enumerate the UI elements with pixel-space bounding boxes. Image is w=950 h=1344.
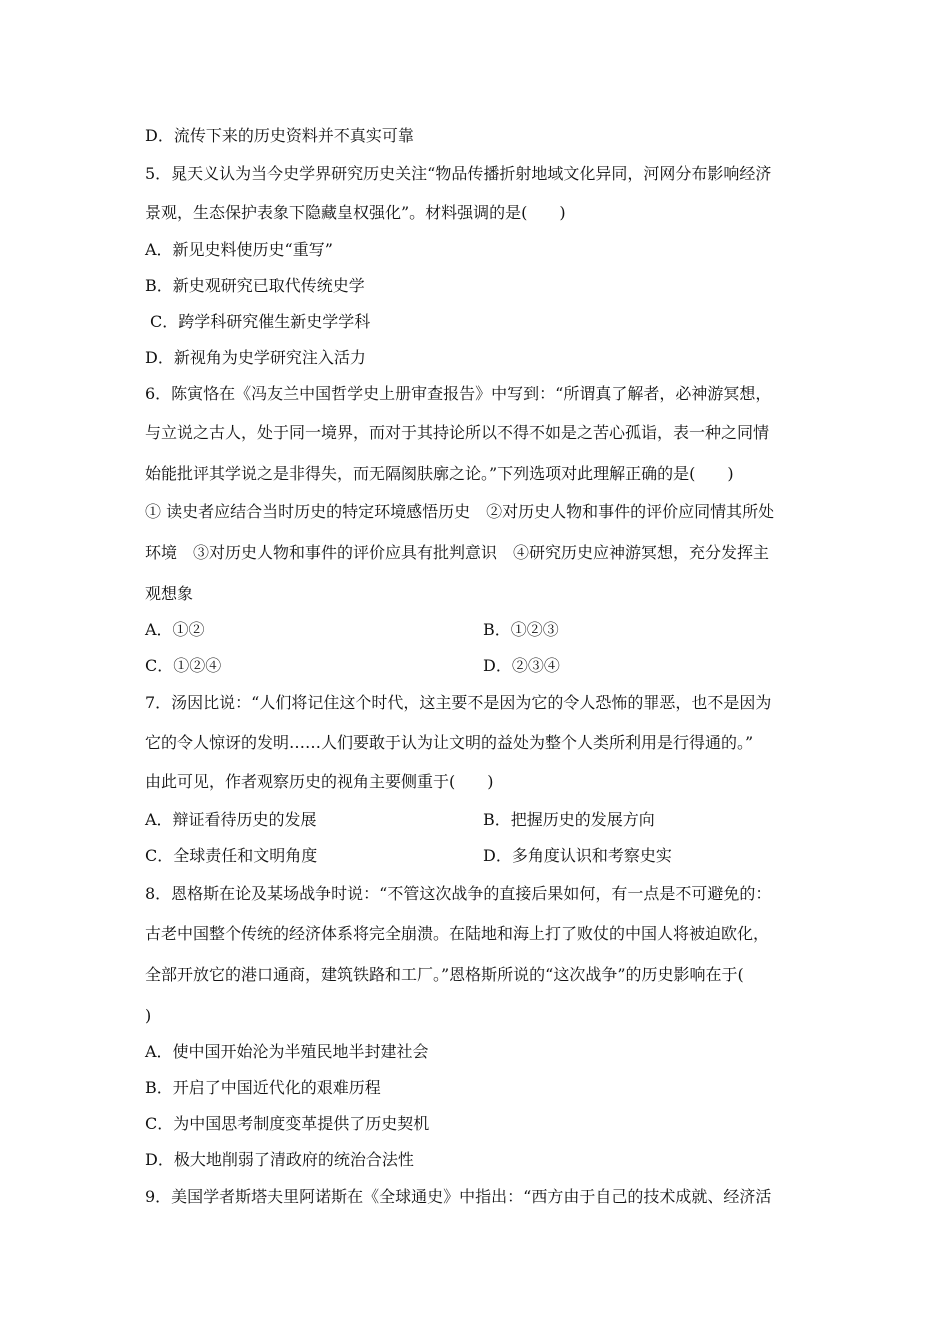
q6-option-b: B．①②③ bbox=[483, 620, 559, 639]
q8-option-a: A．使中国开始沦为半殖民地半封建社会 bbox=[145, 1042, 429, 1061]
q8-stem-line-1: 8．恩格斯在论及某场战争时说：“不管这次战争的直接后果如何，有一点是不可避免的： bbox=[145, 884, 772, 903]
q8-stem-line-3: 全部开放它的港口通商，建筑铁路和工厂。”恩格斯所说的“这次战争”的历史影响在于( bbox=[145, 965, 744, 984]
q8-stem-line-2: 古老中国整个传统的经济体系将完全崩溃。在陆地和海上打了败仗的中国人将被迫欧化， bbox=[145, 924, 770, 943]
q7-option-c: C．全球责任和文明角度 bbox=[145, 846, 318, 865]
q5-option-a: A．新见史料使历史“重写” bbox=[145, 240, 333, 259]
q6-stem-line-5: 环境 ③对历史人物和事件的评价应具有批判意识 ④研究历史应神游冥想，充分发挥主 bbox=[145, 543, 770, 562]
q5-stem-line-2: 景观，生态保护表象下隐藏皇权强化”。材料强调的是( ) bbox=[145, 203, 566, 222]
q5-stem-line-1: 5．晁天义认为当今史学界研究历史关注“物品传播折射地域文化异同，河网分布影响经济 bbox=[145, 164, 772, 183]
q5-option-b: B．新史观研究已取代传统史学 bbox=[145, 276, 365, 295]
q6-option-c: C．①②④ bbox=[145, 656, 222, 675]
q5-option-c: C．跨学科研究催生新史学学科 bbox=[150, 312, 371, 331]
q6-stem-line-4: ① 读史者应结合当时历史的特定环境感悟历史 ②对历史人物和事件的评价应同情其所处 bbox=[145, 502, 775, 521]
q4-option-d: D．流传下来的历史资料并不真实可靠 bbox=[145, 126, 414, 145]
q8-stem-line-4: ) bbox=[145, 1006, 152, 1025]
q6-option-d: D．②③④ bbox=[483, 656, 560, 675]
q6-stem-line-3: 始能批评其学说之是非得失，而无隔阂肤廓之论。”下列选项对此理解正确的是( ) bbox=[145, 464, 734, 483]
q9-stem-line-1: 9．美国学者斯塔夫里阿诺斯在《全球通史》中指出：“西方由于自己的技术成就、经济活 bbox=[145, 1187, 772, 1206]
q6-stem-line-1: 6．陈寅恪在《冯友兰中国哲学史上册审查报告》中写到：“所谓真了解者，必神游冥想， bbox=[145, 384, 772, 403]
q6-stem-line-2: 与立说之古人，处于同一境界，而对于其持论所以不得不如是之苦心孤诣，表一种之同情 bbox=[145, 423, 770, 442]
q7-stem-line-2: 它的令人惊讶的发明……人们要敢于认为让文明的益处为整个人类所利用是行得通的。” bbox=[145, 733, 754, 752]
q7-stem-line-3: 由此可见，作者观察历史的视角主要侧重于( ) bbox=[145, 772, 494, 791]
q6-stem-line-6: 观想象 bbox=[145, 584, 194, 603]
q7-option-a: A．辩证看待历史的发展 bbox=[145, 810, 317, 829]
q7-option-d: D．多角度认识和考察史实 bbox=[483, 846, 672, 865]
q8-option-c: C．为中国思考制度变革提供了历史契机 bbox=[145, 1114, 430, 1133]
q8-option-d: D．极大地削弱了清政府的统治合法性 bbox=[145, 1150, 414, 1169]
q6-option-a: A．①② bbox=[145, 620, 205, 639]
q7-option-b: B．把握历史的发展方向 bbox=[483, 810, 655, 829]
q8-option-b: B．开启了中国近代化的艰难历程 bbox=[145, 1078, 381, 1097]
q7-stem-line-1: 7．汤因比说：“人们将记住这个时代，这主要不是因为它的令人恐怖的罪恶，也不是因为 bbox=[145, 693, 772, 712]
q5-option-d: D．新视角为史学研究注入活力 bbox=[145, 348, 366, 367]
